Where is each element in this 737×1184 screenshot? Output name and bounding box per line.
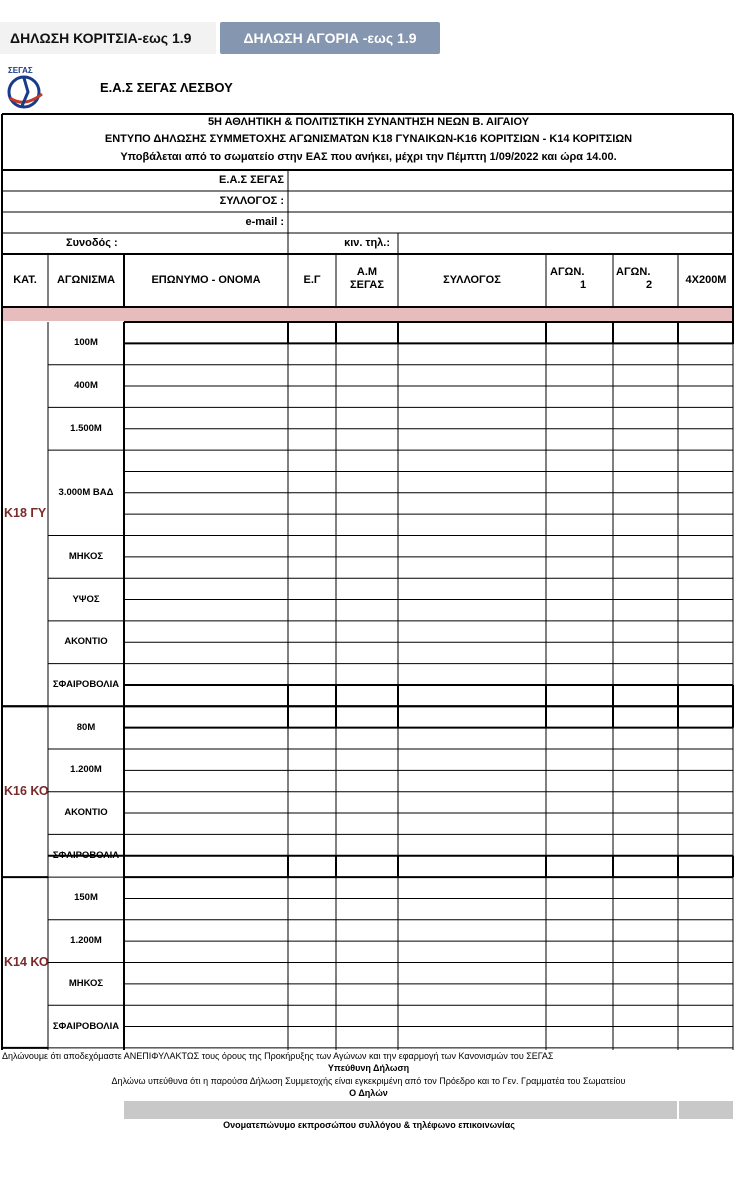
event-label: ΜΗΚΟΣ bbox=[68, 550, 104, 562]
footer-statement: Δηλώνω υπεύθυνα ότι η παρούσα Δήλωση Συμμετοχής είναι εγκεκριμένη από τον Πρόεδρο και το Γεν. Γραμματέα του Σωματείου bbox=[111, 1076, 626, 1086]
tab-girls[interactable]: ΔΗΛΩΣΗ ΚΟΡΙΤΣΙΑ-εως 1.9 bbox=[0, 22, 216, 54]
header-eg: Ε.Γ bbox=[303, 274, 321, 286]
title-line-3: Υποβάλεται από το σωματείο στην ΕΑΣ που ανήκει, μέχρι την Πέμπτη 1/09/2022 και ώρα 14.00. bbox=[120, 151, 617, 163]
title-line-2: ΕΝΤΥΠΟ ΔΗΛΩΣΗΣ ΣΥΜΜΕΤΟΧΗΣ ΑΓΩΝΙΣΜΑΤΩΝ Κ18 ΓΥΝΑΙΚΩΝ-Κ16 ΚΟΡΙΤΣΙΩΝ - Κ14 ΚΟΡΙΤΣΙΩΝ bbox=[104, 133, 633, 145]
signature-bar-end bbox=[679, 1101, 733, 1119]
field-label-club: ΣΥΛΛΟΓΟΣ : bbox=[219, 195, 284, 207]
header-agon2 bbox=[616, 266, 660, 292]
event-label: 1.200Μ bbox=[70, 935, 102, 947]
header-name: ΕΠΩΝΥΜΟ - ΟΝΟΜΑ bbox=[151, 274, 261, 286]
header-am-line1: Α.Μ bbox=[356, 266, 378, 278]
event-label: ΑΚΟΝΤΙΟ bbox=[64, 636, 108, 648]
header-am-line2: ΣΕΓΑΣ bbox=[350, 279, 384, 291]
header-relay: 4Χ200Μ bbox=[685, 274, 727, 286]
event-label: ΣΦΑΙΡΟΒΟΛΙΑ bbox=[52, 678, 120, 690]
signature-bar[interactable] bbox=[124, 1101, 677, 1119]
event-label: ΣΦΑΙΡΟΒΟΛΙΑ bbox=[52, 849, 120, 861]
header-agon1-line2: 1 bbox=[580, 279, 587, 291]
header-event: ΑΓΩΝΙΣΜΑ bbox=[56, 274, 116, 286]
tab-boys[interactable]: ΔΗΛΩΣΗ ΑΓΟΡΙΑ -εως 1.9 bbox=[220, 22, 440, 54]
field-label-phone: κιν. τηλ.: bbox=[344, 237, 390, 249]
logo-text: ΣΕΓΑΣ bbox=[8, 66, 33, 75]
event-label: 400Μ bbox=[74, 380, 98, 392]
footer-responsible: Υπεύθυνη Δήλωση bbox=[327, 1063, 410, 1073]
event-label: 1.500Μ bbox=[70, 422, 102, 434]
field-label-email: e-mail : bbox=[245, 216, 284, 228]
event-label: ΜΗΚΟΣ bbox=[68, 977, 104, 989]
org-name: Ε.Α.Σ ΣΕΓΑΣ ΛΕΣΒΟΥ bbox=[100, 80, 233, 95]
category-label: Κ14 ΚΟ bbox=[4, 954, 49, 969]
header-agon2-line1: ΑΓΩΝ. bbox=[616, 266, 651, 278]
event-label: 100Μ bbox=[74, 337, 98, 349]
category-label: Κ18 ΓΥ bbox=[4, 506, 47, 521]
event-label: ΥΨΟΣ bbox=[72, 593, 100, 605]
header-club: ΣΥΛΛΟΓΟΣ bbox=[443, 274, 501, 286]
event-label: 1.200Μ bbox=[70, 764, 102, 776]
header-cat: ΚΑΤ. bbox=[13, 274, 37, 286]
pink-band bbox=[2, 308, 733, 321]
header-agon1-line1: ΑΓΩΝ. bbox=[550, 266, 585, 278]
event-label: 150Μ bbox=[74, 892, 98, 904]
header-am bbox=[336, 266, 398, 292]
header-agon2-line2: 2 bbox=[646, 279, 653, 291]
event-label: 80Μ bbox=[76, 721, 96, 733]
field-label-escort: Συνοδός : bbox=[66, 237, 118, 249]
header-agon1 bbox=[550, 266, 590, 292]
category-label: Κ16 ΚΟ bbox=[4, 783, 49, 798]
footer-representative: Ονοματεπώνυμο εκπροσώπου συλλόγου & τηλέφωνο επικοινωνίας bbox=[223, 1120, 515, 1130]
event-label: ΑΚΟΝΤΙΟ bbox=[64, 807, 108, 819]
event-label: 3.000Μ ΒΑΔ bbox=[58, 486, 114, 498]
title-line-1: 5Η ΑΘΛΗΤΙΚΗ & ΠΟΛΙΤΙΣΤΙΚΗ ΣΥΝΑΝΤΗΣΗ ΝΕΩΝ Β. ΑΙΓΑΙΟΥ bbox=[207, 116, 530, 128]
footer-declarant: Ο Δηλών bbox=[349, 1088, 388, 1098]
footer-declaration: Δηλώνουμε ότι αποδεχόμαστε ΑΝΕΠΙΦΥΛΑΚΤΩΣ τους όρους της Προκήρυξης των Αγώνων και την εφαρμογή των Κανονισμών του ΣΕΓΑΣ bbox=[2, 1051, 554, 1061]
field-label-eas: Ε.Α.Σ ΣΕΓΑΣ bbox=[219, 174, 284, 186]
event-label: ΣΦΑΙΡΟΒΟΛΙΑ bbox=[52, 1020, 120, 1032]
